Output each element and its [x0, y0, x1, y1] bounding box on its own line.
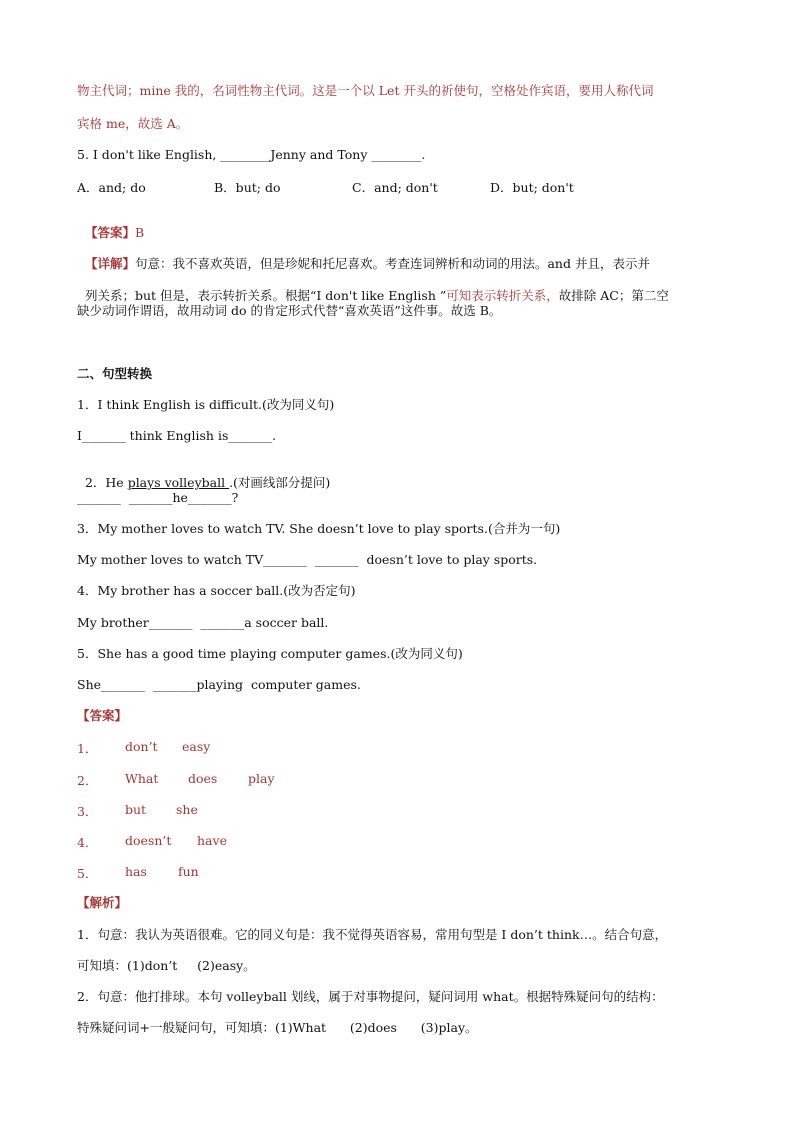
answer-word: doesn’t [125, 833, 172, 848]
answer-number: 4． [77, 835, 98, 850]
answer-word: but [125, 802, 147, 817]
explain-text: 句意：我不喜欢英语，但是珍妮和托尼喜欢。考查连词辨析和动词的用法。and 并且，表示并 [134, 256, 650, 271]
paragraph-line: 宾格 me，故选 A。 [77, 116, 189, 131]
answer-word: has [125, 864, 147, 879]
analysis-label: 【解析】 [77, 895, 128, 910]
analysis-line: 2．句意：他打排球。本句 volleyball 划线，属于对事物提问，疑问词用 what。根据特殊疑问句的结构： [77, 989, 664, 1004]
answer-number: 3． [77, 804, 98, 819]
answer-blank-line: I_______ think English is_______. [77, 428, 277, 443]
answer-word: don’t [125, 739, 158, 754]
answer-word: fun [178, 864, 199, 879]
option-c: C．and; don't [352, 180, 438, 195]
explain-line: 缺少动词作谓语，故用动词 do 的肯定形式代替“喜欢英语”这件事。故选 B。 [77, 303, 502, 318]
answer-label: 【答案】 [84, 225, 135, 240]
explain-text: 故排除 AC；第二空 [558, 288, 669, 303]
answer-word: she [176, 802, 198, 817]
answer-number: 2． [77, 773, 98, 788]
answer-blank-line: She_______ _______playing computer games. [77, 677, 361, 692]
paragraph-line: 物主代词；mine 我的，名词性物主代词。这是一个以 Let 开头的祈使句，空格处作宾语，要用人称代词 [77, 83, 654, 98]
option-a: A．and; do [77, 180, 146, 195]
answer-number: 1． [77, 741, 98, 756]
answer-value: B [134, 225, 145, 240]
answer-blank-line: My mother loves to watch TV_______ _______ doesn’t love to play sports. [77, 552, 538, 567]
question-item: 3．My mother loves to watch TV. She doesn’t love to play sports.(合并为一句) [77, 521, 561, 536]
explain-text: 列关系；but 但是，表示转折关系。根据“I don't like English ” [84, 288, 447, 303]
answer-blank-line: My brother_______ _______a soccer ball. [77, 615, 329, 630]
question-item: 1．I think English is difficult.(改为同义句) [77, 397, 335, 412]
question-item: 5．She has a good time playing computer games.(改为同义句) [77, 646, 463, 661]
underlined-phrase: plays volleyball [127, 475, 230, 490]
answer-word: have [197, 833, 227, 848]
explain-text-red: 可知表示转折关系， [446, 288, 559, 303]
question-text: .(对画线部分提问) [229, 475, 331, 490]
answer-word: easy [182, 739, 211, 754]
question-item: 4．My brother has a soccer ball.(改为否定句) [77, 583, 356, 598]
question-5-stem: 5. I don't like English, ________Jenny and Tony ________. [77, 147, 426, 162]
explain-line [77, 240, 650, 272]
option-d: D．but; don't [490, 180, 574, 195]
analysis-line: 特殊疑问词+一般疑问句，可知填：(1)What (2)does (3)play。 [77, 1020, 478, 1035]
answer-number: 5． [77, 866, 98, 881]
analysis-line: 可知填：(1)don’t (2)easy。 [77, 958, 256, 973]
answer-word: What [125, 771, 159, 786]
question-text: 2．He [84, 475, 128, 490]
question-item [77, 459, 330, 491]
answer-word: play [248, 771, 275, 786]
analysis-line: 1．句意：我认为英语很难。它的同义句是：我不觉得英语容易，常用句型是 I don’t think…。结合句意， [77, 927, 668, 942]
option-b: B．but; do [214, 180, 281, 195]
explain-label: 【详解】 [84, 256, 135, 271]
answer-word: does [188, 771, 218, 786]
answer-label: 【答案】 [77, 708, 128, 723]
answer-blank-line: _______ _______he_______? [77, 490, 239, 505]
section-heading: 二、句型转换 [77, 366, 153, 381]
explain-line [77, 272, 669, 304]
answer-row [77, 209, 144, 241]
